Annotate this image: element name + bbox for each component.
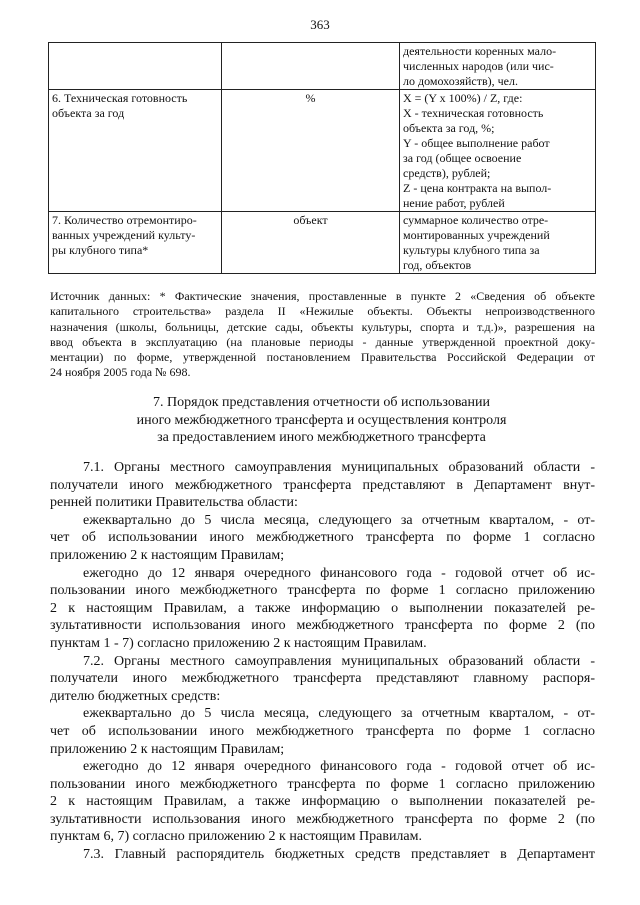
paragraph-line: ежегодно до 12 января очередного финансового года - годовой отчет об ис- (83, 565, 595, 581)
indicator-line: ванных учреждений культу- (52, 228, 196, 242)
formula-line: монтированных учреждений (403, 228, 550, 242)
indicator-line: 6. Техническая готовность (52, 91, 188, 105)
formula-line: культуры клубного типа за (403, 243, 540, 257)
paragraph-line: 7.3. Главный распорядитель бюджетных средств представляет в Департамент (83, 847, 595, 863)
paragraph-line: приложению 2 к настоящим Правилам; (50, 547, 285, 563)
formula-line: X - техническая готовность (403, 106, 544, 120)
table-row (49, 43, 596, 90)
unit-cell: объект (222, 212, 400, 274)
formula-line: деятельности коренных мало- (403, 44, 557, 58)
section-heading (48, 394, 595, 447)
paragraph-line: получатели иного межбюджетного трансферта представляют главному распоря- (50, 671, 595, 687)
table-row (49, 90, 596, 212)
paragraph-line: пунктам 1 - 7) согласно приложению 2 к настоящим Правилам. (50, 635, 427, 651)
paragraph-line: приложению 2 к настоящим Правилам; (50, 741, 285, 757)
indicator-line: объекта за год (52, 106, 125, 120)
paragraph-line: ежегодно до 12 января очередного финансового года - годовой отчет об ис- (83, 759, 595, 775)
formula-line: год, объектов (403, 258, 472, 272)
formula-line: нение работ, рублей (403, 196, 505, 210)
paragraph-line: получатели иного межбюджетного трансферта представляют в Департамент внут- (50, 477, 595, 493)
page-number: 363 (310, 17, 330, 32)
indicator-cell (49, 90, 222, 212)
unit-cell (222, 43, 400, 90)
data-source-note (50, 289, 595, 381)
formula-cell (400, 212, 596, 274)
source-line: ментации) по форме, утвержденной постановлением Правительства Российской Федерации от (50, 350, 595, 365)
unit-cell: % (222, 90, 400, 212)
source-line: ввод объекта в эксплуатацию (на плановые периоды - данные утвержденной проектной доку- (50, 334, 595, 349)
paragraph-line: 7.1. Органы местного самоуправления муниципальных образований области - (83, 460, 595, 475)
paragraph-line: 2 к настоящим Правилам, а также информацию о выполнении показателей ре- (50, 600, 595, 616)
indicator-line: 7. Количество отремонтиро- (52, 213, 197, 227)
indicator-cell (49, 43, 222, 90)
heading-line: за предоставлением иного межбюджетного трансферта (157, 430, 486, 445)
formula-line: за год (общее освоение (403, 151, 522, 165)
source-line: 24 ноября 2005 года № 698. (50, 365, 191, 380)
source-line: капитального строительства» раздела II «Нежилые объекты. Объекты непроизводственного (50, 304, 595, 319)
formula-line: Y - общее выполнение работ (403, 136, 550, 150)
formula-cell (400, 90, 596, 212)
paragraph-line: пользовании иного межбюджетного трансферта по форме 1 согласно приложению (50, 583, 595, 599)
formula-line: ло домохозяйств), чел. (403, 74, 518, 88)
paragraph-line: ренней политики Правительства области: (50, 495, 298, 511)
formula-line: X = (Y x 100%) / Z, где: (403, 91, 523, 105)
paragraph-line: чет об использовании иного межбюджетного трансферта по форме 1 согласно (50, 530, 595, 546)
paragraph-line: 7.2. Органы местного самоуправления муниципальных образований области - (83, 653, 595, 669)
formula-cell (400, 43, 596, 90)
heading-line: 7. Порядок представления отчетности об использовании (153, 395, 490, 410)
source-line: назначения (школы, больницы, детские сады, объекты культуры, спорта и т.д.)», разрешения на (50, 319, 595, 334)
formula-line: численных народов (или чис- (403, 59, 554, 73)
table-row (49, 212, 596, 274)
paragraph-line: пользовании иного межбюджетного трансферта по форме 1 согласно приложению (50, 776, 595, 792)
formula-line: суммарное количество отре- (403, 213, 549, 227)
paragraph-line: чет об использовании иного межбюджетного трансферта по форме 1 согласно (50, 723, 595, 739)
paragraph-line: ежеквартально до 5 числа месяца, следующего за отчетным кварталом, - от- (83, 706, 595, 722)
paragraph-line: пунктам 6, 7) согласно приложению 2 к настоящим Правилам. (50, 829, 422, 845)
indicator-cell (49, 212, 222, 274)
formula-line: средств), рублей; (403, 166, 491, 180)
paragraph-line: дителю бюджетных средств: (50, 688, 221, 704)
source-line: Источник данных: * Фактические значения, проставленные в пункте 2 «Сведения об объекте (50, 289, 595, 303)
paragraph-line: ежеквартально до 5 числа месяца, следующего за отчетным кварталом, - от- (83, 512, 595, 528)
formula-line: Z - цена контракта на выпол- (403, 181, 552, 195)
body-text (50, 459, 595, 864)
heading-line: иного межбюджетного трансферта и осуществления контроля (136, 412, 507, 428)
paragraph-line: зультативности использования иного межбюджетного трансферта по форме 2 (по (50, 618, 595, 634)
indicator-line: ры клубного типа* (52, 243, 149, 257)
paragraph-line: 2 к настоящим Правилам, а также информацию о выполнении показателей ре- (50, 794, 595, 810)
indicators-table (48, 42, 596, 274)
formula-line: объекта за год, %; (403, 121, 495, 135)
paragraph-line: зультативности использования иного межбюджетного трансферта по форме 2 (по (50, 811, 595, 827)
